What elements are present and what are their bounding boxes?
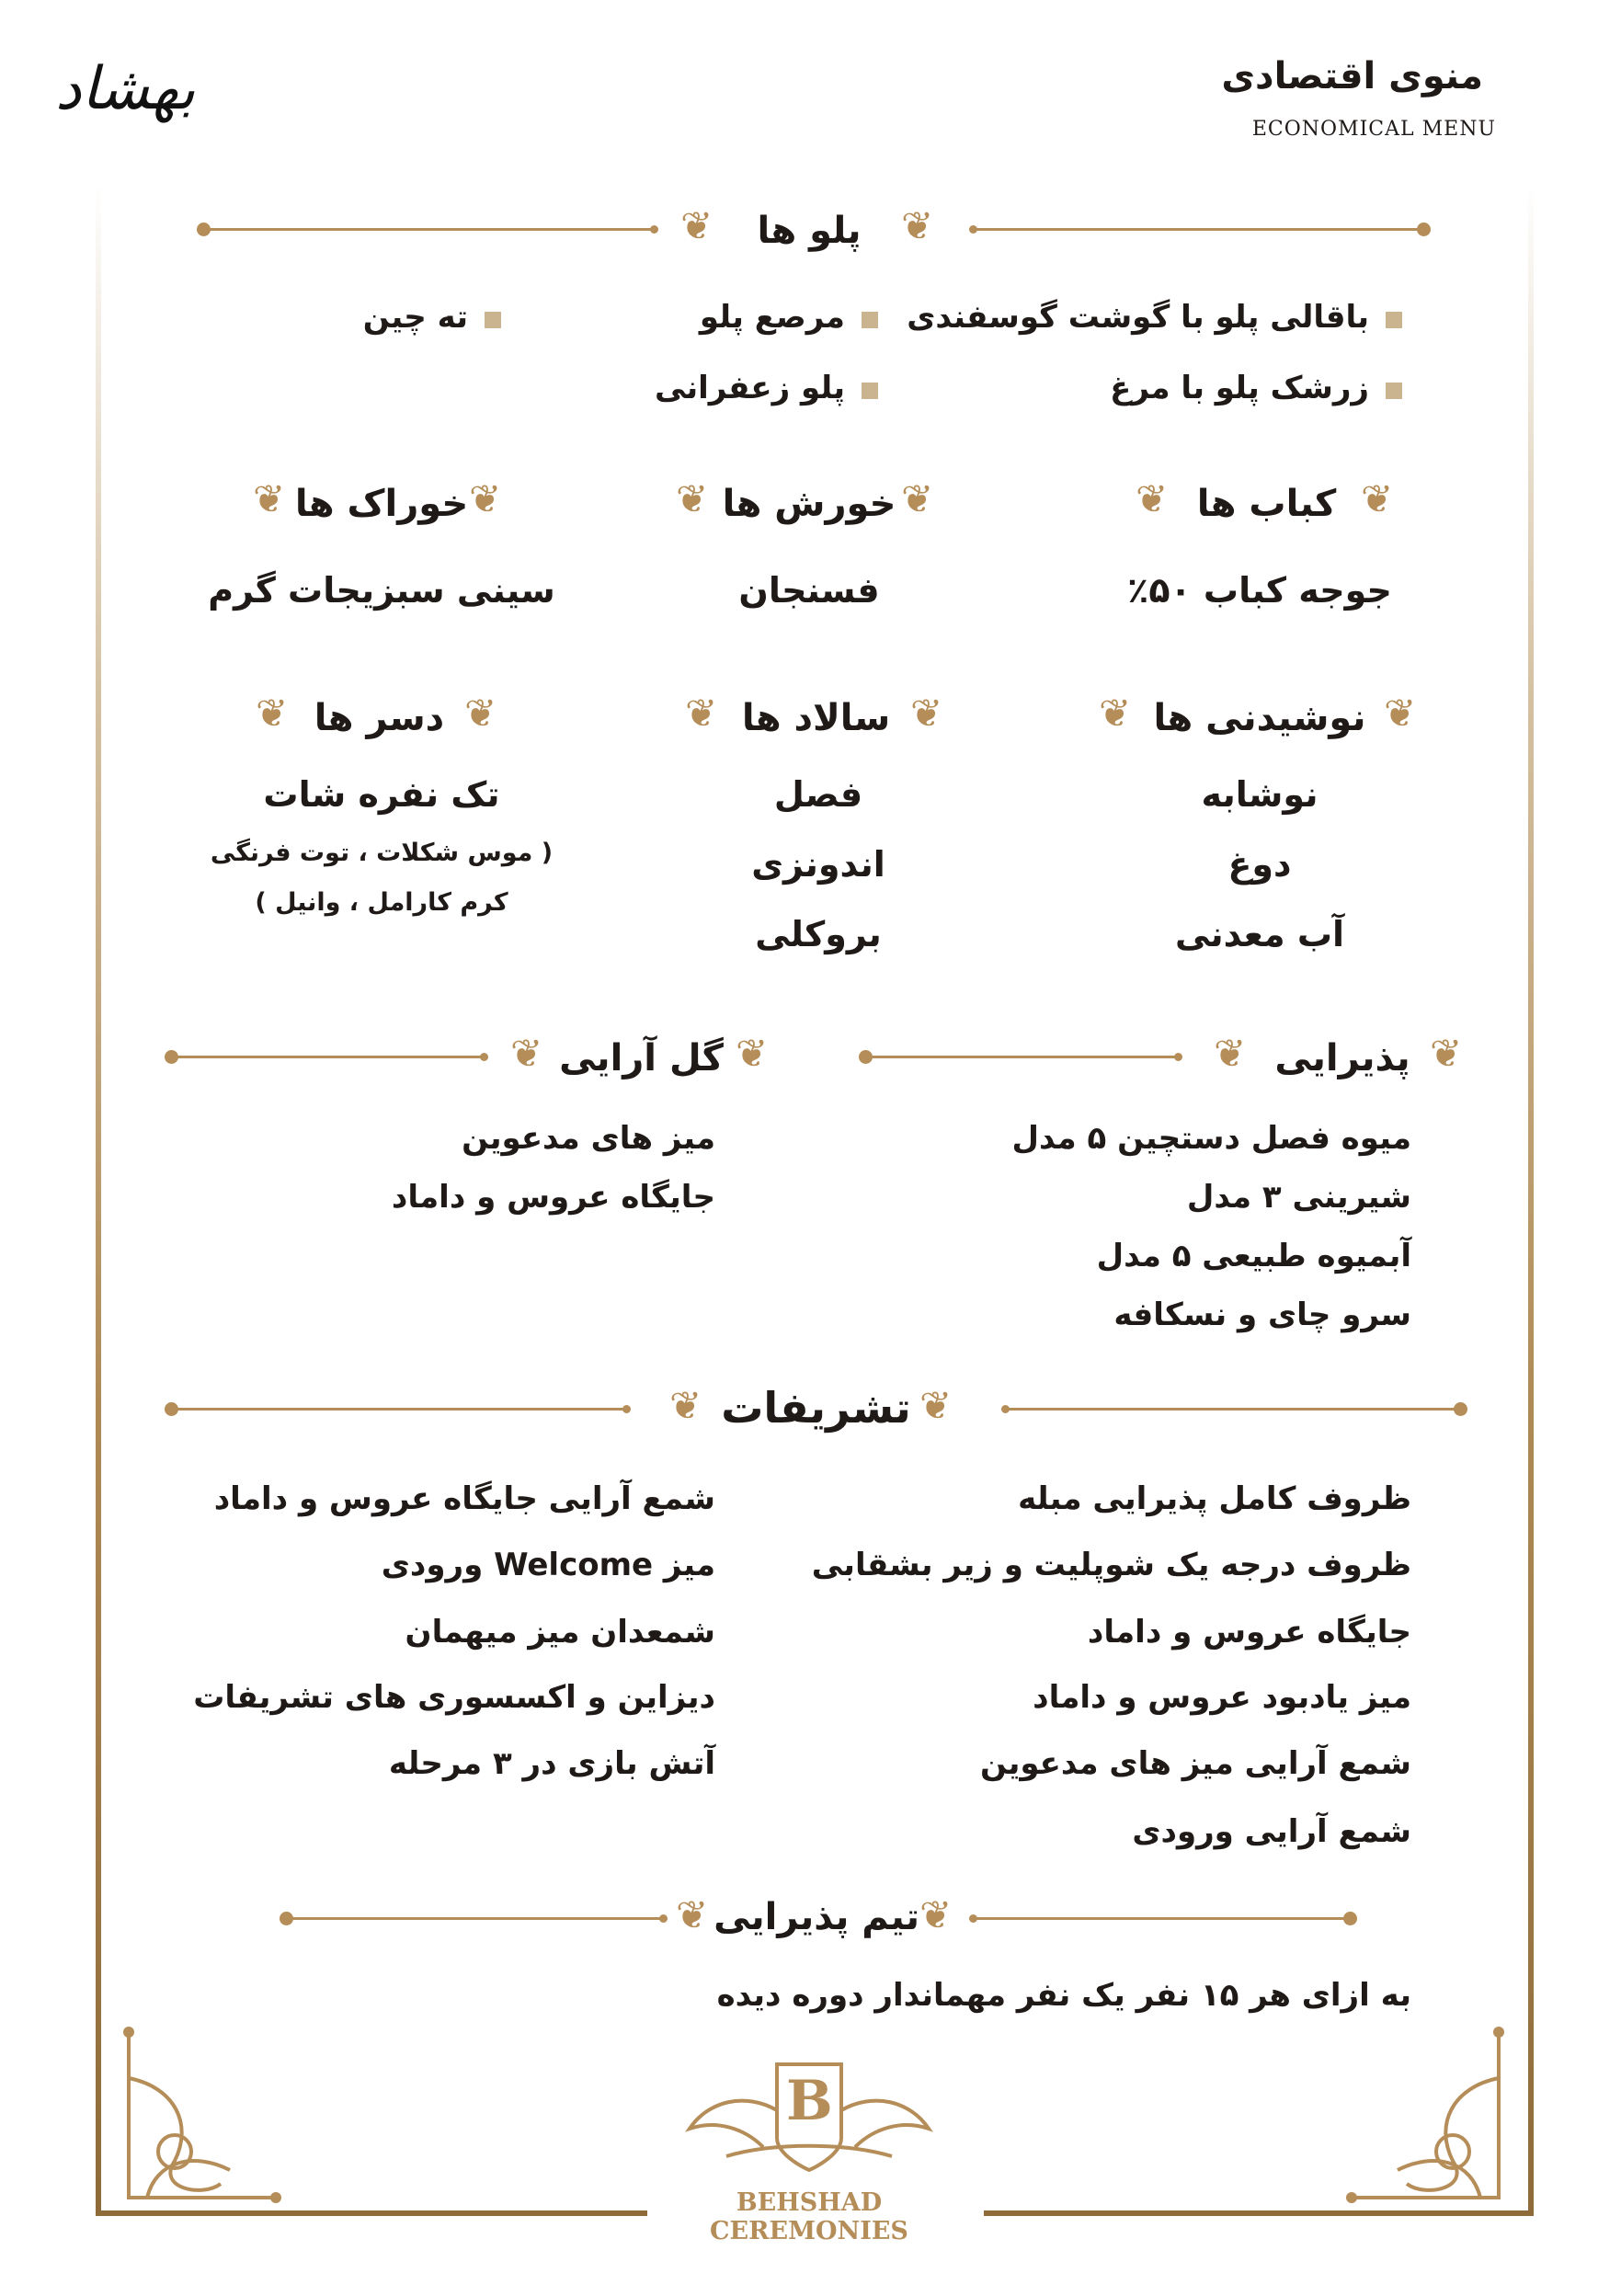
menu-subtitle: ECONOMICAL MENU: [1251, 118, 1496, 141]
ornament-icon: ❦: [676, 1892, 709, 1937]
list-item: میز Welcome ورودی: [381, 1547, 715, 1583]
list-item: ظروف کامل پذیرایی مبله: [1018, 1480, 1411, 1517]
ornament-icon: ❦: [919, 1383, 953, 1428]
section-title-dessert: دسر ها: [314, 697, 445, 739]
list-item: نوشابه: [1201, 774, 1318, 815]
section-title-reception: پذیرایی: [1274, 1037, 1410, 1079]
divider-line: [170, 1056, 483, 1058]
list-item: باقالی پلو با گوشت گوسفندی: [907, 299, 1402, 336]
list-item: تک نفره شات: [263, 774, 500, 815]
list-item: مرصع پلو: [700, 299, 878, 336]
list-item: پلو زعفرانی: [655, 370, 878, 406]
list-item: آبمیوه طبیعی ۵ مدل: [1096, 1238, 1411, 1274]
list-item: اندونزی: [751, 844, 885, 885]
section-title-polo: پلو ها: [757, 210, 862, 252]
brand-logo: بهشاد: [55, 55, 196, 123]
ornament-icon: ❦: [736, 1031, 769, 1076]
ornament-icon: ❦: [1361, 476, 1394, 521]
corner-ornament-icon: [120, 2023, 285, 2207]
ornament-icon: ❦: [256, 691, 289, 736]
section-title-flowers: گل آرایی: [559, 1037, 724, 1079]
divider-line: [202, 228, 653, 231]
frame-bottom-border: [96, 2210, 647, 2216]
list-item: میوه فصل دستچین ۵ مدل: [1011, 1120, 1411, 1157]
ornament-icon: ❦: [685, 691, 718, 736]
divider-line: [864, 1056, 1177, 1058]
ornament-icon: ❦: [676, 476, 709, 521]
section-title-kabab: کباب ها: [1196, 483, 1337, 525]
divider-line: [975, 228, 1425, 231]
ornament-icon: ❦: [464, 691, 497, 736]
list-item: ظروف درجه یک شوپلیت و زیر بشقابی: [811, 1547, 1411, 1583]
list-item: آتش بازی در ۳ مرحله: [388, 1745, 715, 1782]
corner-ornament-icon: [1342, 2023, 1508, 2207]
dessert-note: ( موس شکلات ، توت فرنگی: [210, 839, 554, 867]
list-item: فسنجان: [738, 570, 880, 611]
list-item: آب معدنی: [1174, 914, 1345, 954]
list-item: بروکلی: [755, 914, 882, 954]
footer-brand: BEHSHAD CEREMONIES: [710, 2188, 908, 2245]
list-item: شمعدان میز میهمان: [405, 1614, 715, 1651]
menu-title: منوی اقتصادی: [1221, 55, 1483, 97]
frame-left-border: [96, 184, 101, 2216]
section-title-drinks: نوشیدنی ها: [1153, 697, 1366, 739]
divider-line: [975, 1917, 1352, 1920]
list-item: فصل: [773, 774, 863, 815]
ornament-icon: ❦: [510, 1031, 543, 1076]
ornament-icon: ❦: [1136, 476, 1169, 521]
monogram-letter: B: [786, 2069, 833, 2133]
ornament-icon: ❦: [910, 691, 943, 736]
list-item: زرشک پلو با مرغ: [1110, 370, 1402, 406]
ornament-icon: ❦: [680, 203, 713, 248]
section-title-khoresh: خورش ها: [722, 483, 896, 525]
divider-line: [285, 1917, 662, 1920]
list-item: دیزاین و اکسسوری های تشریفات: [193, 1679, 715, 1716]
list-item: به ازای هر ۱۵ نفر یک نفر مهماندار دوره دیده: [716, 1977, 1411, 2014]
list-item: شیرینی ۳ مدل: [1186, 1179, 1411, 1216]
ornament-icon: ❦: [1214, 1031, 1247, 1076]
list-item: شمع آرایی ورودی: [1132, 1813, 1411, 1850]
list-item: سرو چای و نسکافه: [1113, 1296, 1411, 1333]
ornament-icon: ❦: [1099, 691, 1132, 736]
frame-right-border: [1528, 184, 1534, 2216]
list-item: جایگاه عروس و داماد: [1087, 1614, 1411, 1651]
list-item: سینی سبزیجات گرم: [208, 570, 555, 611]
list-item: میز های مدعوین: [462, 1120, 715, 1157]
ornament-icon: ❦: [901, 203, 934, 248]
frame-bottom-border: [984, 2210, 1534, 2216]
dessert-note: کرم کارامل ، وانیل ): [255, 888, 508, 917]
ornament-icon: ❦: [1384, 691, 1417, 736]
list-item: شمع آرایی میز های مدعوین: [979, 1745, 1411, 1782]
divider-line: [1007, 1408, 1462, 1411]
ornament-icon: ❦: [919, 1892, 953, 1937]
section-title-salad: سالاد ها: [741, 697, 891, 739]
section-title-team: تیم پذیرایی: [713, 1896, 919, 1938]
list-item: ته چین: [363, 299, 501, 336]
divider-line: [170, 1408, 625, 1411]
ornament-icon: ❦: [901, 476, 934, 521]
section-title-khorak: خوراک ها: [294, 483, 469, 525]
ornament-icon: ❦: [1430, 1031, 1463, 1076]
list-item: شمع آرایی جایگاه عروس و داماد: [213, 1480, 715, 1517]
ornament-icon: ❦: [669, 1383, 702, 1428]
section-title-ceremonies: تشریفات: [721, 1383, 911, 1433]
list-item: دوغ: [1227, 844, 1292, 885]
list-item: جایگاه عروس و داماد: [391, 1179, 715, 1216]
ornament-icon: ❦: [469, 476, 502, 521]
list-item: جوجه کباب ۵۰٪: [1127, 570, 1392, 611]
ornament-icon: ❦: [253, 476, 286, 521]
list-item: میز یادبود عروس و داماد: [1033, 1679, 1411, 1716]
